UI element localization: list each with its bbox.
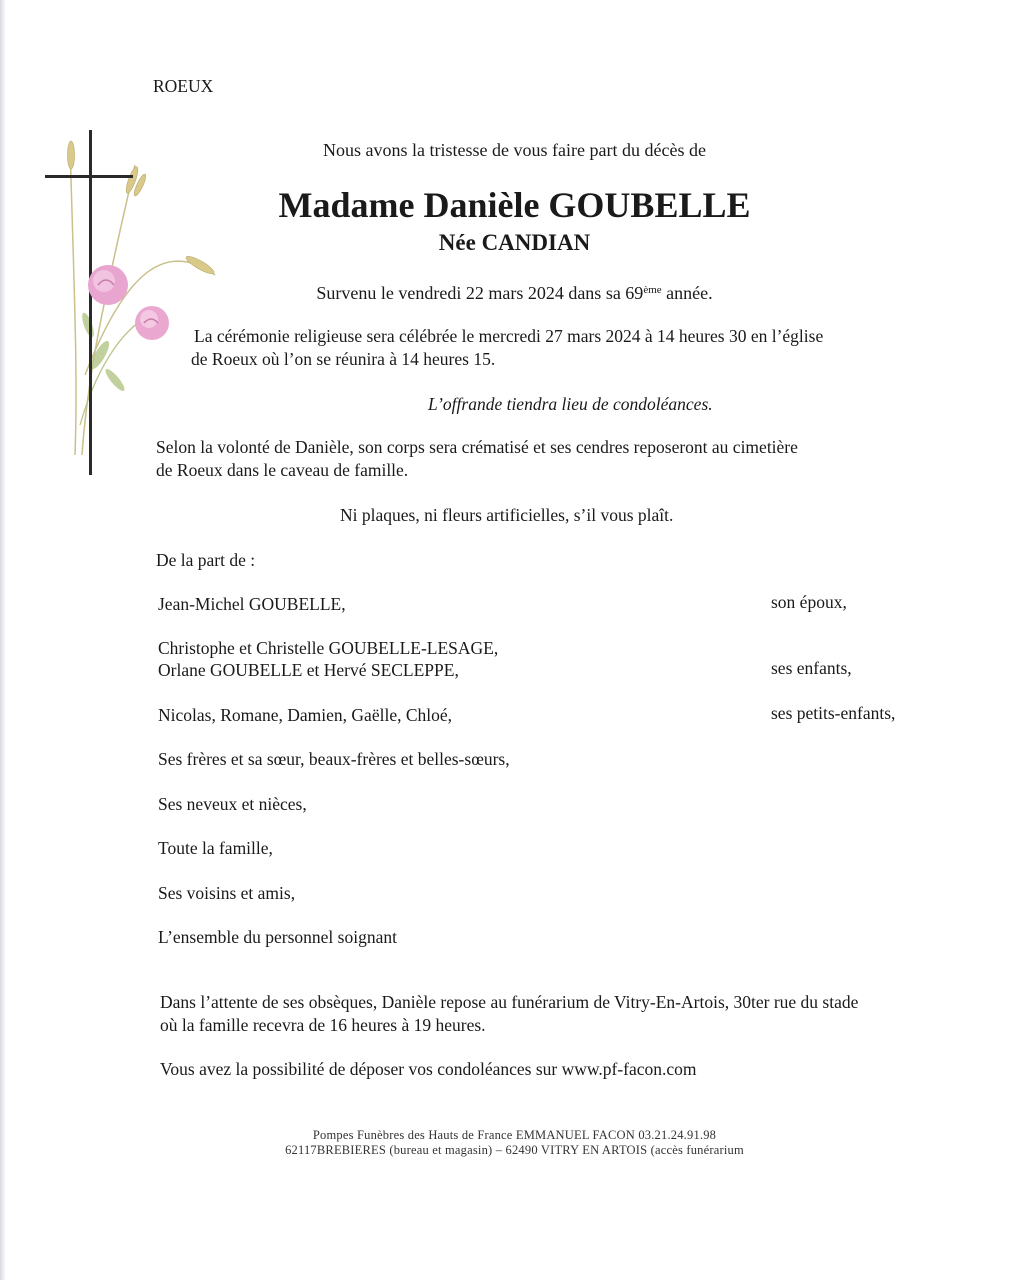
no-flowers-note: Ni plaques, ni fleurs artificielles, s’il vous plaît. — [340, 505, 674, 525]
town-name: ROEUX — [153, 76, 214, 96]
neighbours-line: Ses voisins et amis, — [158, 883, 296, 903]
siblings-line: Ses frères et sa sœur, beaux-frères et belles-sœurs, — [158, 749, 510, 769]
ceremony-line-2: de Roeux où l’on se réunira à 14 heures 15. — [191, 349, 496, 369]
announcement-intro: Nous avons la tristesse de vous faire part du décès de — [323, 140, 706, 160]
death-date-superscript: ème — [643, 284, 662, 296]
children-line-1: Christophe et Christelle GOUBELLE-LESAGE, — [158, 638, 499, 658]
offering-note: L’offrande tiendra lieu de condoléances. — [428, 394, 713, 414]
spouse-name: Jean-Michel GOUBELLE, — [158, 594, 346, 614]
maiden-name: Née CANDIAN — [438, 230, 591, 255]
grandchildren-names: Nicolas, Romane, Damien, Gaëlle, Chloé, — [158, 705, 453, 725]
death-date-text: Survenu le vendredi 22 mars 2024 dans sa 69 — [316, 283, 644, 303]
deceased-name: Madame Danièle GOUBELLE — [278, 185, 751, 225]
nephews-line: Ses neveux et nièces, — [158, 794, 307, 814]
children-relation: ses enfants, — [771, 658, 852, 678]
cross-with-roses-and-wheat-icon — [40, 125, 220, 485]
visitation-line-2: où la famille recevra de 16 heures à 19 heures. — [160, 1015, 486, 1035]
spouse-relation: son époux, — [771, 592, 847, 612]
condolences-line: Vous avez la possibilité de déposer vos condoléances sur www.pf-facon.com — [160, 1059, 697, 1079]
ceremony-line-1: La cérémonie religieuse sera célébrée le mercredi 27 mars 2024 à 14 heures 30 en l’église — [194, 326, 824, 346]
wish-line-2: de Roeux dans le caveau de famille. — [156, 460, 409, 480]
footer-line-1: Pompes Funèbres des Hauts de France EMMANUEL FACON 03.21.24.91.98 — [312, 1128, 717, 1142]
death-date-suffix: année. — [661, 283, 713, 303]
grandchildren-relation: ses petits-enfants, — [771, 703, 896, 723]
wish-line-1: Selon la volonté de Danièle, son corps sera crématisé et ses cendres reposeront au cimetière — [156, 437, 798, 457]
footer-line-2: 62117BREBIERES (bureau et magasin) – 62490 VITRY EN ARTOIS (accès funérarium — [285, 1143, 744, 1157]
visitation-line-1: Dans l’attente de ses obsèques, Danièle repose au funérarium de Vitry-En-Artois, 30ter rue du stade — [160, 992, 859, 1012]
from-label: De la part de : — [156, 550, 256, 570]
staff-line: L’ensemble du personnel soignant — [158, 927, 397, 947]
all-family-line: Toute la famille, — [158, 838, 273, 858]
children-line-2: Orlane GOUBELLE et Hervé SECLEPPE, — [158, 660, 459, 680]
death-date — [0, 282, 1029, 304]
